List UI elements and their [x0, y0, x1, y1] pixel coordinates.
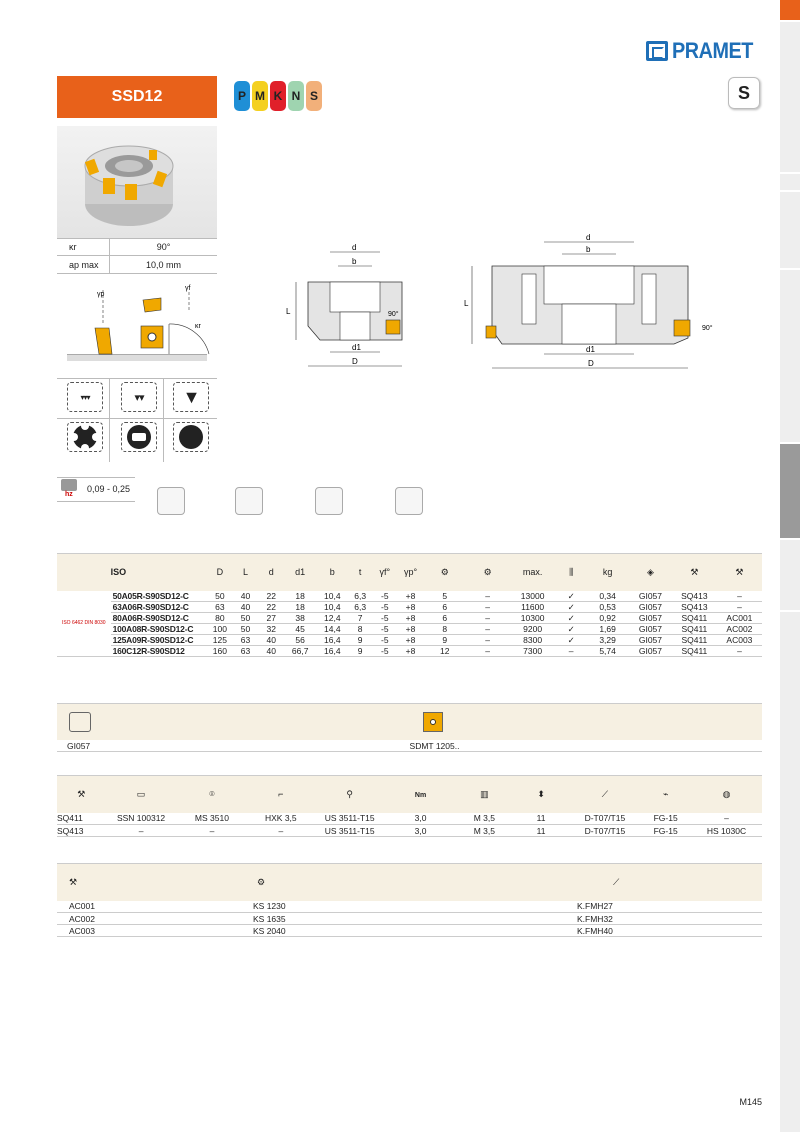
cell: +8 [398, 591, 424, 602]
spare-parts-table [57, 775, 762, 837]
half-circle-shape-icon [121, 422, 157, 452]
cell: SQ411 [672, 613, 717, 624]
cell: 22 [258, 602, 284, 613]
col-gamma-p: γp° [398, 554, 424, 591]
group-badge: S [728, 77, 760, 109]
table-row [57, 913, 762, 925]
cross-shape-icon [67, 422, 103, 452]
cell: – [466, 646, 509, 657]
cell: 40 [258, 646, 284, 657]
cell: 3,0 [385, 813, 456, 825]
table-row [57, 925, 762, 937]
face-milling-icon [157, 487, 185, 515]
col-D: D [207, 554, 233, 591]
full-circle-shape-icon [173, 422, 209, 452]
cell: 66,7 [284, 646, 316, 657]
grease-icon: ⌁ [640, 776, 691, 813]
gamma-f-label: γf [185, 285, 191, 292]
cell: US 3511-T15 [314, 825, 385, 837]
cell: SQ413 [57, 825, 106, 837]
col-d1: d1 [284, 554, 316, 591]
cell: GI057 [629, 646, 672, 657]
cell: -5 [372, 591, 398, 602]
cell: GI057 [629, 635, 672, 646]
cell: 10300 [509, 613, 556, 624]
cell: 125 [207, 635, 233, 646]
edge-tab [780, 612, 800, 1132]
technical-drawing-small [280, 240, 420, 375]
cell: – [466, 602, 509, 613]
cell: 8 [423, 624, 466, 635]
spec-value: 10,0 mm [109, 256, 217, 273]
cell: KS 2040 [107, 925, 437, 937]
insert-square-icon [423, 712, 443, 732]
material-k: K [270, 81, 286, 111]
cell: K.FMH40 [437, 925, 762, 937]
cell: AC002 [57, 913, 107, 925]
cell: 63A06R-S90SD12-C [111, 602, 207, 613]
table-row [57, 635, 762, 646]
cell: 125A09R-S90SD12-C [111, 635, 207, 646]
iso-standard-badge: ISO 6462 DIN 8030 [57, 591, 111, 657]
cell: 0,34 [586, 591, 629, 602]
cell: AC002 [717, 624, 762, 635]
cell: 63 [207, 602, 233, 613]
hz-value: 0,09 - 0,25 [87, 484, 131, 494]
col-max-rpm: max. [509, 554, 556, 591]
dim-d-large: d [586, 234, 591, 242]
cell: 22 [258, 591, 284, 602]
shim-icon: ▭ [106, 776, 177, 813]
cell: 63 [233, 646, 259, 657]
product-table [57, 553, 762, 657]
cutting-geometry-diagram [57, 280, 217, 372]
edge-tab [780, 174, 800, 190]
cell: 16,4 [316, 646, 348, 657]
cell: 16,4 [316, 635, 348, 646]
screw-icon: ⚲ [314, 776, 385, 813]
spec-row [57, 238, 217, 256]
cell: HS 1030C [691, 825, 762, 837]
accessory-icon: ⚒ [57, 864, 107, 901]
spec-label: ap max [69, 259, 99, 270]
cell: 5,74 [586, 646, 629, 657]
cell: 0,53 [586, 602, 629, 613]
cell: 3,0 [385, 825, 456, 837]
cell: – [466, 591, 509, 602]
cell: AC003 [717, 635, 762, 646]
cell: -5 [372, 613, 398, 624]
col-coolant-icon: ⚙ [466, 554, 509, 591]
cell: K.FMH27 [437, 901, 762, 913]
cell: -5 [372, 602, 398, 613]
hz-label: hz [65, 491, 73, 498]
material-n: N [288, 81, 304, 111]
cell: – [556, 646, 586, 657]
cell: -5 [372, 624, 398, 635]
cell: 40 [233, 591, 259, 602]
cell: 32 [258, 624, 284, 635]
table-row [57, 901, 762, 913]
material-groups [234, 81, 322, 111]
feed-icon [61, 479, 77, 491]
spec-value: 90° [109, 239, 217, 255]
cap-screw-icon: ◍ [691, 776, 762, 813]
cell: 50 [233, 613, 259, 624]
dim-d1-large: d1 [586, 345, 595, 354]
table-row [57, 825, 762, 837]
cell: 0,92 [586, 613, 629, 624]
triangle-large-icon: ▼ [173, 382, 209, 412]
pramet-logo-icon [646, 41, 668, 61]
cell: +8 [398, 602, 424, 613]
gamma-p-label: γp [97, 291, 105, 298]
brand-name: PRAMET [672, 38, 754, 63]
dim-d1: d1 [352, 343, 361, 352]
plunge-milling-icon [315, 487, 343, 515]
table-row [57, 602, 762, 613]
cell: 6,3 [348, 602, 372, 613]
cell: 50 [233, 624, 259, 635]
edge-tab-top [780, 0, 800, 20]
key-icon: ⟋ [569, 776, 640, 813]
cell: +8 [398, 635, 424, 646]
cell: 11 [513, 813, 570, 825]
cell: -5 [372, 635, 398, 646]
cell: 12 [423, 646, 466, 657]
cell: GI057 [629, 624, 672, 635]
table-row [57, 613, 762, 624]
cell: ✓ [556, 613, 586, 624]
cell: GI057 [629, 591, 672, 602]
triangle-medium-icon: ▾▾ [121, 382, 157, 412]
col-gamma-f: γf° [372, 554, 398, 591]
cell: 27 [258, 613, 284, 624]
cell: ✓ [556, 602, 586, 613]
material-s: S [306, 81, 322, 111]
cell: +8 [398, 646, 424, 657]
cell: 11600 [509, 602, 556, 613]
shoulder-milling-icon [235, 487, 263, 515]
cell: 45 [284, 624, 316, 635]
cell: 12,4 [316, 613, 348, 624]
feed-row [57, 475, 762, 531]
triangle-small-icon: ▾▾▾ [67, 382, 103, 412]
dim-L-large: L [464, 299, 469, 308]
cell: 100A08R-S90SD12-C [111, 624, 207, 635]
dim-D-large: D [588, 359, 594, 368]
cell: – [466, 624, 509, 635]
table-row [57, 813, 762, 825]
cell: – [717, 646, 762, 657]
cell: +8 [398, 624, 424, 635]
dim-b: b [352, 257, 357, 266]
dim-angle-large: 90° [702, 325, 713, 332]
dim-L: L [286, 307, 291, 316]
dim-b-large: b [586, 245, 591, 254]
cell: 160 [207, 646, 233, 657]
cell: 6 [423, 613, 466, 624]
cell: 5 [423, 591, 466, 602]
cell: 6 [423, 602, 466, 613]
dim-angle: 90° [388, 311, 399, 318]
cell: 80A06R-S90SD12-C [111, 613, 207, 624]
cell: KS 1230 [107, 901, 437, 913]
col-d: d [258, 554, 284, 591]
cell: +8 [398, 613, 424, 624]
page-number: M145 [739, 1097, 762, 1107]
cell: 3,29 [586, 635, 629, 646]
spec-row [57, 256, 217, 274]
cell: 7300 [509, 646, 556, 657]
cell: 38 [284, 613, 316, 624]
edge-tab-active [780, 444, 800, 538]
cell: FG-15 [640, 825, 691, 837]
ramping-icon [395, 487, 423, 515]
cell: 1,69 [586, 624, 629, 635]
technical-drawing-large [462, 234, 732, 374]
cell: – [691, 813, 762, 825]
cell: 8300 [509, 635, 556, 646]
cell: ✓ [556, 635, 586, 646]
cell: SQ411 [57, 813, 106, 825]
insert-icon [69, 712, 91, 732]
product-photo [57, 126, 217, 238]
cell: 80 [207, 613, 233, 624]
cell: SQ413 [672, 591, 717, 602]
col-t: t [348, 554, 372, 591]
cell: 10,4 [316, 591, 348, 602]
spec-label: κr [69, 242, 77, 252]
cell: – [466, 613, 509, 624]
cell: 14,4 [316, 624, 348, 635]
table-row [57, 624, 762, 635]
cell: – [177, 825, 248, 837]
insert-header [57, 703, 762, 740]
table-row [57, 646, 762, 657]
cell: 9 [423, 635, 466, 646]
table-row [57, 591, 762, 602]
cell: – [106, 825, 177, 837]
col-coolant-through-icon: ⫼ [556, 554, 586, 591]
cell: 100 [207, 624, 233, 635]
clamp-icon: ⚒ [57, 776, 106, 813]
cell: D-T07/T15 [569, 825, 640, 837]
col-weight: kg [586, 554, 629, 591]
cell: 50A05R-S90SD12-C [111, 591, 207, 602]
cell: K.FMH32 [437, 913, 762, 925]
col-accessories-icon: ⚒ [717, 554, 762, 591]
cell: AC001 [57, 901, 107, 913]
cell: 10,4 [316, 602, 348, 613]
cell: M 3,5 [456, 813, 513, 825]
kappa-label: κr [195, 323, 201, 330]
cell: – [717, 602, 762, 613]
cell: 18 [284, 591, 316, 602]
thread-icon: ▥ [456, 776, 513, 813]
brand-logo [646, 38, 762, 64]
cell: GI057 [629, 613, 672, 624]
wrench-icon: ⟋ [437, 864, 762, 901]
cell: ✓ [556, 591, 586, 602]
cell: SQ411 [672, 646, 717, 657]
cell: 9 [348, 646, 372, 657]
col-b: b [316, 554, 348, 591]
cell: SQ413 [672, 602, 717, 613]
cell: SQ411 [672, 624, 717, 635]
cell: 6,3 [348, 591, 372, 602]
table-row [57, 740, 762, 752]
material-m: M [252, 81, 268, 111]
cell: 56 [284, 635, 316, 646]
col-L: L [233, 554, 259, 591]
shim-screw-icon: ⌾ [177, 776, 248, 813]
accessories-table [57, 863, 762, 937]
cell: 50 [207, 591, 233, 602]
cell: 9200 [509, 624, 556, 635]
cell: 40 [258, 635, 284, 646]
col-iso: ISO [111, 554, 207, 591]
cell: 11 [513, 825, 570, 837]
cell: GI057 [629, 602, 672, 613]
cell: -5 [372, 646, 398, 657]
product-title: SSD12 [57, 76, 217, 118]
cell: AC003 [57, 925, 107, 937]
dim-d: d [352, 243, 357, 252]
cell: 13000 [509, 591, 556, 602]
cell: SQ411 [672, 635, 717, 646]
edge-tab [780, 192, 800, 268]
cell: D-T07/T15 [569, 813, 640, 825]
cell: SDMT 1205.. [409, 740, 460, 751]
cell: 9 [348, 635, 372, 646]
cell: 18 [284, 602, 316, 613]
cell: AC001 [717, 613, 762, 624]
torque-icon: Nm [385, 776, 456, 813]
cell: 7 [348, 613, 372, 624]
cell: 40 [233, 602, 259, 613]
cell: 63 [233, 635, 259, 646]
cell: SSN 100312 [106, 813, 177, 825]
cell: 160C12R-S90SD12 [111, 646, 207, 657]
cell: – [247, 825, 314, 837]
col-spare-parts-icon: ⚒ [672, 554, 717, 591]
cell: 8 [348, 624, 372, 635]
length-icon: ⬍ [513, 776, 570, 813]
col-teeth-icon: ⚙ [423, 554, 466, 591]
dim-D: D [352, 357, 358, 366]
cell: – [717, 591, 762, 602]
cell: GI057 [67, 740, 91, 751]
edge-tab [780, 270, 800, 442]
cell: M 3,5 [456, 825, 513, 837]
cell: HXK 3,5 [247, 813, 314, 825]
hex-key-icon: ⌐ [247, 776, 314, 813]
edge-tab [780, 540, 800, 610]
material-p: P [234, 81, 250, 111]
cell: MS 3510 [177, 813, 248, 825]
edge-tab [780, 22, 800, 172]
cell: FG-15 [640, 813, 691, 825]
cell: US 3511-T15 [314, 813, 385, 825]
cell: KS 1635 [107, 913, 437, 925]
col-insert-icon: ◈ [629, 554, 672, 591]
clamp-screw-icon: ⚙ [107, 864, 437, 901]
cell: – [466, 635, 509, 646]
cell: ✓ [556, 624, 586, 635]
